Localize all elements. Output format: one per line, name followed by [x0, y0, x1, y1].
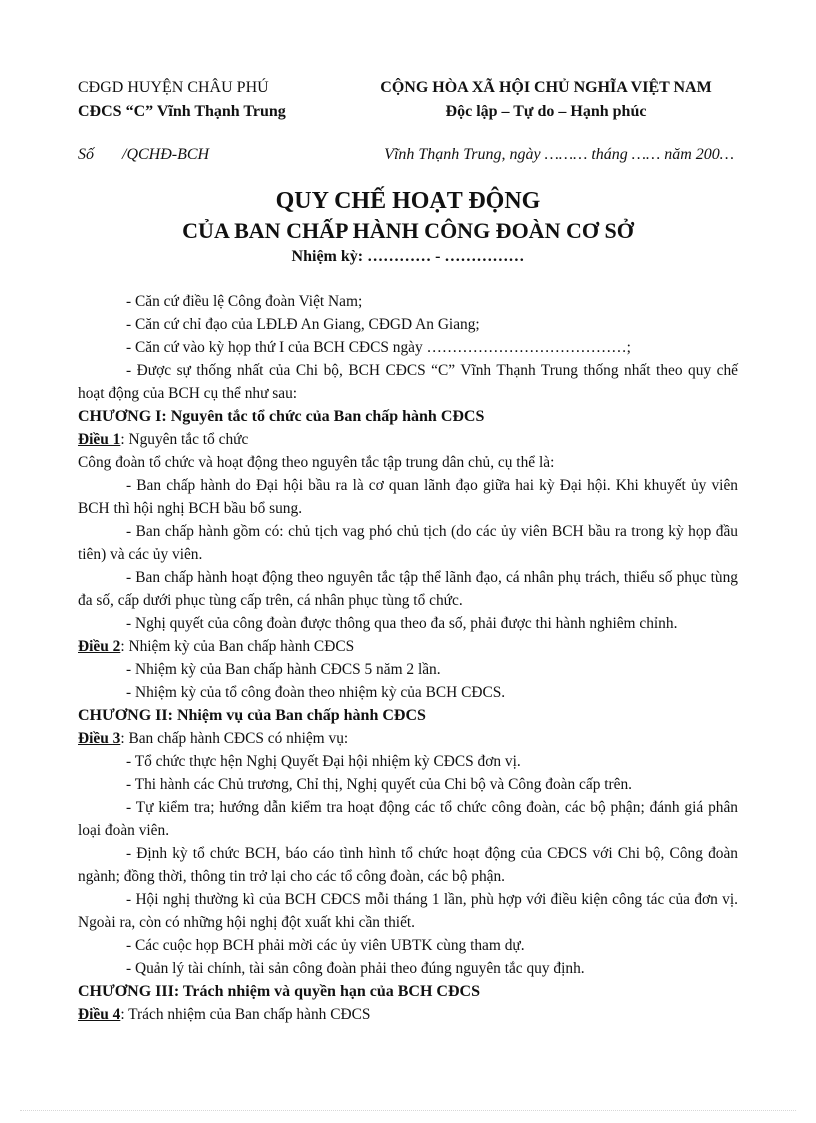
- article-3-title: : Ban chấp hành CĐCS có nhiệm vụ:: [120, 730, 349, 747]
- preamble-item: - Căn cứ vào kỳ họp thứ I của BCH CĐCS ngày …………………………………;: [126, 339, 631, 356]
- article-2-label: Điều 2: [78, 638, 121, 655]
- document-subtitle: CỦA BAN CHẤP HÀNH CÔNG ĐOÀN CƠ SỞ: [182, 218, 634, 243]
- article-1-item: - Ban chấp hành do Đại hội bầu ra là cơ quan lãnh đạo giữa hai kỳ Đại hội. Khi khuyết ủy viên BCH thì hội nghị BCH bầu bổ sung.: [78, 477, 738, 517]
- article-4-heading: [78, 1003, 738, 1026]
- page-bottom-rule: [20, 1110, 796, 1111]
- article-3-item: - Quản lý tài chính, tài sản công đoàn phải theo đúng nguyên tắc quy định.: [126, 960, 585, 977]
- article-2-title: : Nhiệm kỳ của Ban chấp hành CĐCS: [120, 638, 355, 655]
- article-1-intro: Công đoàn tổ chức và hoạt động theo nguyên tắc tập trung dân chủ, cụ thể là:: [78, 454, 555, 471]
- term-line: Nhiệm kỳ: ………… - ……………: [291, 248, 525, 265]
- article-2-heading: [78, 635, 738, 658]
- national-motto-block: [356, 76, 736, 124]
- title-block: [78, 186, 738, 268]
- article-1-title: : Nguyên tắc tổ chức: [120, 431, 249, 448]
- article-4-title: : Trách nhiệm của Ban chấp hành CĐCS: [120, 1006, 371, 1023]
- article-3-item: - Định kỳ tổ chức BCH, báo cáo tình hình tổ chức hoạt động của CĐCS với Chi bộ, Công đoàn ngành; đồng thời, thông tin trở lại cho các tổ công đoàn, các bộ phận.: [78, 845, 738, 885]
- article-3-item: - Hội nghị thường kì của BCH CĐCS mỗi tháng 1 lần, phù hợp với điều kiện công tác của đơn vị. Ngoài ra, còn có những hội nghị đột xuất khi cần thiết.: [78, 891, 738, 931]
- article-3-item: - Các cuộc họp BCH phải mời các ủy viên UBTK cùng tham dự.: [126, 937, 525, 954]
- article-1-item: - Nghị quyết của công đoàn được thông qua theo đa số, phải được thi hành nghiêm chỉnh.: [126, 615, 678, 632]
- article-3-heading: [78, 727, 738, 750]
- article-3-item: - Tổ chức thực hện Nghị Quyết Đại hội nhiệm kỳ CĐCS đơn vị.: [126, 753, 521, 770]
- document-title: QUY CHẾ HOẠT ĐỘNG: [275, 188, 541, 214]
- article-2-item: - Nhiệm kỳ của tổ công đoàn theo nhiệm kỳ của BCH CĐCS.: [126, 684, 506, 701]
- document-body: [78, 290, 738, 1026]
- preamble-item: - Căn cứ chỉ đạo của LĐLĐ An Giang, CĐGD An Giang;: [126, 316, 480, 333]
- national-name: CỘNG HÒA XÃ HỘI CHỦ NGHĨA VIỆT NAM: [380, 79, 712, 96]
- article-3-item: - Thi hành các Chủ trương, Chỉ thị, Nghị quyết của Chi bộ và Công đoàn cấp trên.: [126, 776, 633, 793]
- article-1-heading: [78, 428, 738, 451]
- org-line-2: CĐCS “C” Vĩnh Thạnh Trung: [78, 103, 286, 120]
- document-header: [78, 76, 738, 126]
- document-meta: [78, 146, 738, 170]
- article-1-item: - Ban chấp hành gồm có: chủ tịch vag phó chủ tịch (do các ủy viên BCH bầu ra trong kỳ họp đầu tiên) và các ủy viên.: [78, 523, 738, 563]
- document-page: [78, 76, 738, 1026]
- document-number: Số /QCHĐ-BCH: [78, 146, 210, 163]
- article-3-item: - Tự kiểm tra; hướng dẫn kiểm tra hoạt động các tổ chức công đoàn, các bộ phận; đánh giá phân loại đoàn viên.: [78, 799, 738, 839]
- preamble-item: - Căn cứ điều lệ Công đoàn Việt Nam;: [126, 293, 363, 310]
- chapter-2-title: CHƯƠNG II: Nhiệm vụ của Ban chấp hành CĐCS: [78, 707, 426, 724]
- article-1-item: - Ban chấp hành hoạt động theo nguyên tắc tập thể lãnh đạo, cá nhân phụ trách, thiểu số phục tùng đa số, cấp dưới phục tùng cấp trên, cá nhân phục tùng tổ chức.: [78, 569, 738, 609]
- national-motto: Độc lập – Tự do – Hạnh phúc: [445, 103, 647, 120]
- article-3-label: Điều 3: [78, 730, 121, 747]
- article-4-label: Điều 4: [78, 1006, 121, 1023]
- place-date: Vĩnh Thạnh Trung, ngày ……… tháng …… năm 200…: [384, 146, 734, 163]
- preamble-item: - Được sự thống nhất của Chi bộ, BCH CĐCS “C” Vĩnh Thạnh Trung thống nhất theo quy chế hoạt động của BCH cụ thể như sau:: [78, 362, 738, 402]
- article-2-item: - Nhiệm kỳ của Ban chấp hành CĐCS 5 năm 2 lần.: [126, 661, 441, 678]
- chapter-1-title: CHƯƠNG I: Nguyên tắc tổ chức của Ban chấp hành CĐCS: [78, 408, 485, 425]
- article-1-label: Điều 1: [78, 431, 121, 448]
- chapter-3-title: CHƯƠNG III: Trách nhiệm và quyền hạn của BCH CĐCS: [78, 983, 480, 1000]
- organization-block: [78, 76, 286, 124]
- org-line-1: CĐGD HUYỆN CHÂU PHÚ: [78, 79, 269, 96]
